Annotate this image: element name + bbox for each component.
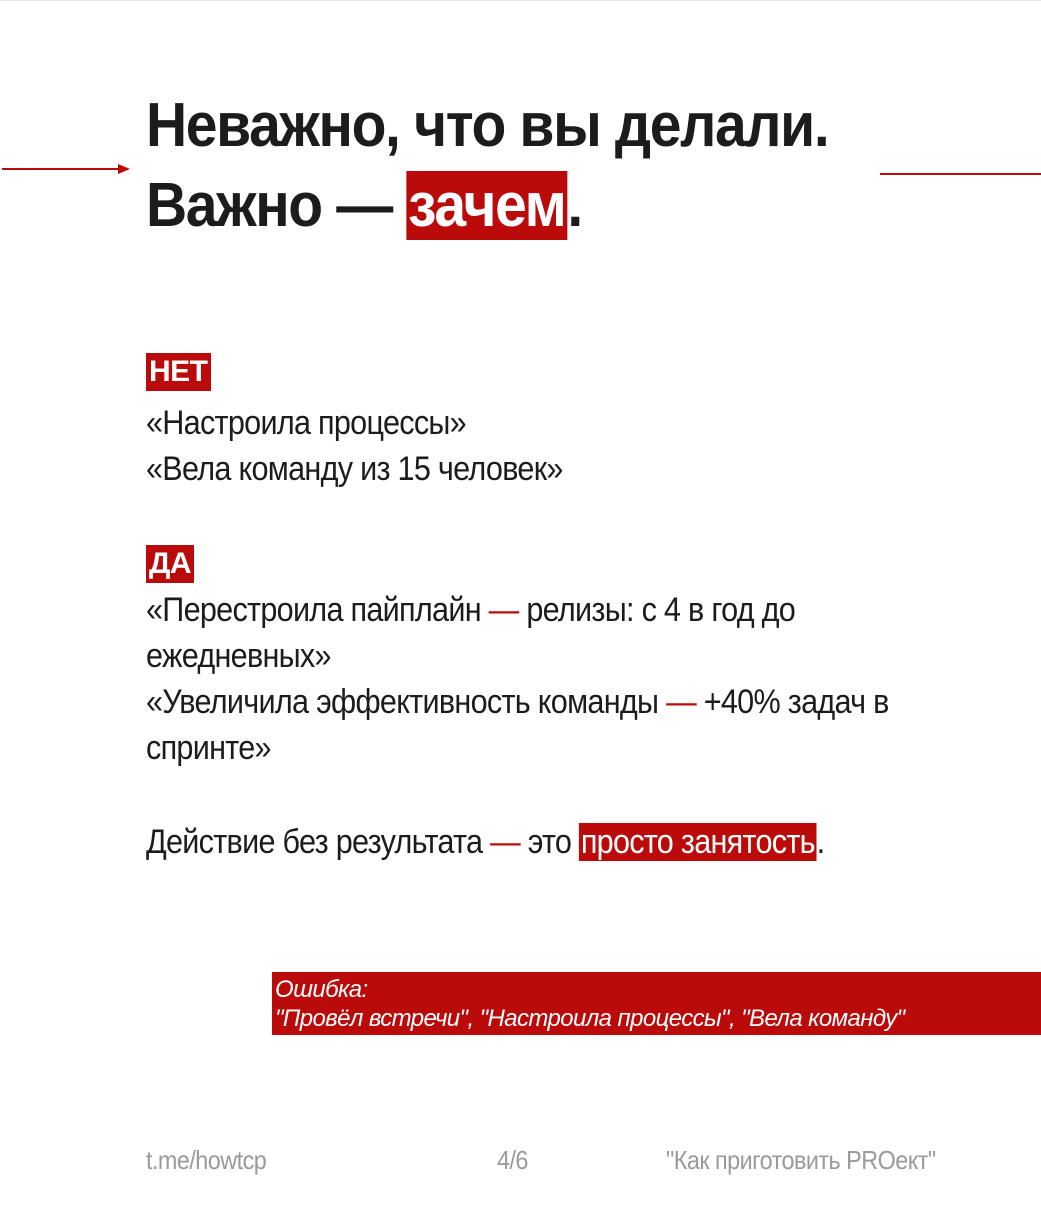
title-line-2-suffix: . [567,171,582,240]
yes-label-badge: ДА [146,545,194,583]
yes-example-text: «Увеличила эффективность команды [146,683,667,721]
conclusion-text: . [816,823,825,861]
error-callout [272,972,1041,1035]
no-example-item: «Настроила процессы» [146,404,466,442]
yes-examples [146,587,920,771]
yes-example-item [146,679,920,771]
dash-accent: — [666,683,696,721]
dash-accent: — [490,823,520,861]
no-examples [146,400,848,492]
channel-link[interactable]: t.me/howtcp [146,1145,267,1175]
title-line-2 [146,166,864,246]
page-number: 4/6 [497,1145,528,1175]
decorative-line [880,173,1041,175]
conclusion-text: это [519,823,580,861]
conclusion-text: Действие без результата [146,823,491,861]
no-label-badge: НЕТ [146,353,211,391]
conclusion [146,819,956,865]
yes-example-text: +40% задач в спринте» [146,683,889,767]
error-text: "Провёл встречи", "Настроила процессы", "Вела команду" [275,1005,905,1032]
title-line-1: Неважно, что вы делали. [146,91,829,160]
error-title: Ошибка: [275,976,368,1003]
title-highlight: зачем [408,171,566,240]
arrow-right-icon [2,162,130,176]
top-border [0,0,1041,1]
series-title: "Как приготовить PROект" [666,1145,936,1175]
yes-example-text: релизы: с 4 в год до ежедневных» [146,591,796,675]
yes-example-item [146,587,920,679]
dash-accent: — [488,591,519,629]
conclusion-highlight: просто занятость [580,823,815,861]
yes-example-text: «Перестроила пайплайн [146,591,489,629]
title-line-2-prefix: Важно — [146,171,407,240]
no-example-item: «Вела команду из 15 человек» [146,450,563,488]
page-title [146,86,864,246]
